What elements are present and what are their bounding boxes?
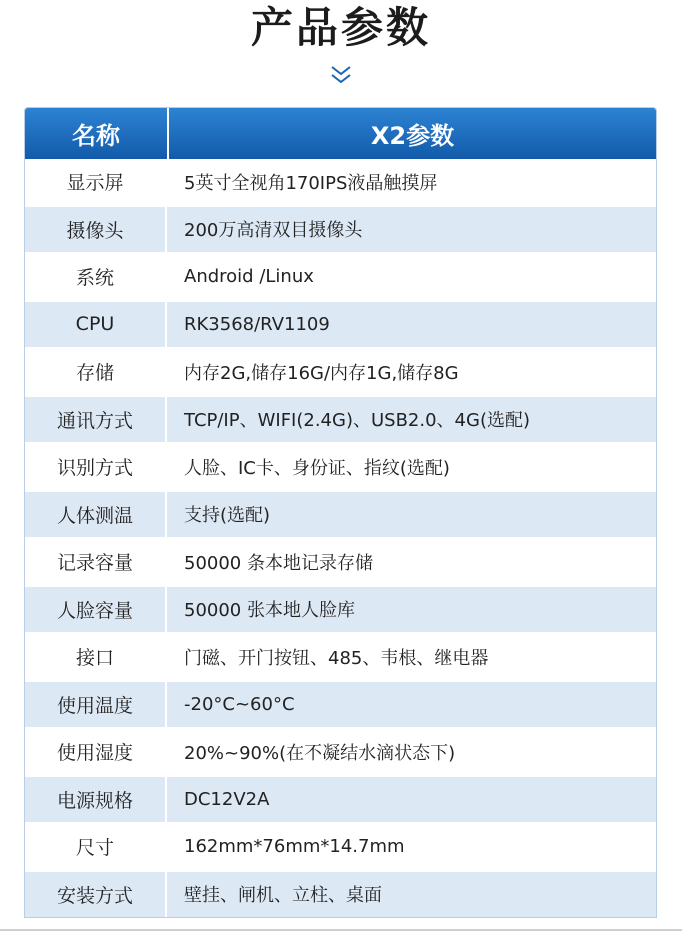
table-row [25, 824, 656, 872]
spec-value: 支持(选配) [184, 505, 271, 527]
spec-value: 20%~90%(在不凝结水滴状态下) [184, 742, 456, 764]
spec-value: TCP/IP、WIFI(2.4G)、USB2.0、4G(选配) [184, 410, 530, 432]
spec-name: 人体测温 [25, 492, 167, 538]
table-row [25, 159, 656, 207]
page-title: 产品参数 [250, 3, 431, 52]
bottom-divider [0, 929, 682, 931]
table-body [25, 159, 656, 918]
spec-name: CPU [25, 302, 167, 348]
spec-value: 50000 条本地记录存储 [184, 552, 373, 574]
spec-table [24, 107, 657, 918]
spec-name: 人脸容量 [25, 587, 167, 633]
spec-value: 人脸、IC卡、身份证、指纹(选配) [184, 457, 450, 479]
table-row [25, 682, 656, 730]
table-row [25, 777, 656, 825]
spec-name: 记录容量 [25, 539, 167, 585]
spec-name: 通讯方式 [25, 397, 167, 443]
spec-name: 电源规格 [25, 777, 167, 823]
spec-value: 内存2G,储存16G/内存1G,储存8G [184, 362, 459, 384]
table-row [25, 254, 656, 302]
table-row [25, 397, 656, 445]
table-row [25, 587, 656, 635]
table-row [25, 444, 656, 492]
spec-name: 识别方式 [25, 444, 167, 490]
spec-value: -20°C~60°C [184, 693, 295, 715]
table-row [25, 634, 656, 682]
table-row [25, 539, 656, 587]
spec-value: DC12V2A [184, 788, 270, 810]
spec-value: 门磁、开门按钮、485、韦根、继电器 [184, 647, 489, 669]
double-chevron-down-icon [329, 64, 353, 86]
table-row [25, 872, 656, 919]
spec-name: 显示屏 [25, 159, 167, 205]
table-row [25, 349, 656, 397]
spec-value: 5英寸全视角170IPS液晶触摸屏 [184, 172, 438, 194]
spec-name: 安装方式 [25, 872, 167, 918]
table-row [25, 302, 656, 350]
spec-value: 壁挂、闸机、立柱、桌面 [184, 885, 382, 907]
spec-name: 系统 [25, 254, 167, 300]
table-header [25, 108, 656, 159]
spec-name: 使用湿度 [25, 729, 167, 775]
spec-name: 摄像头 [25, 207, 167, 253]
spec-value: 162mm*76mm*14.7mm [184, 836, 405, 858]
spec-name: 接口 [25, 634, 167, 680]
spec-value: 200万高清双目摄像头 [184, 220, 363, 242]
header-value-column: X2参数 [370, 122, 455, 150]
table-row [25, 729, 656, 777]
table-row [25, 492, 656, 540]
table-row [25, 207, 656, 255]
spec-name: 存储 [25, 349, 167, 395]
spec-value: 50000 张本地人脸库 [184, 600, 355, 622]
spec-value: Android /Linux [184, 266, 314, 288]
header-name-column: 名称 [25, 108, 169, 159]
spec-value: RK3568/RV1109 [184, 313, 330, 335]
spec-name: 尺寸 [25, 824, 167, 870]
spec-name: 使用温度 [25, 682, 167, 728]
